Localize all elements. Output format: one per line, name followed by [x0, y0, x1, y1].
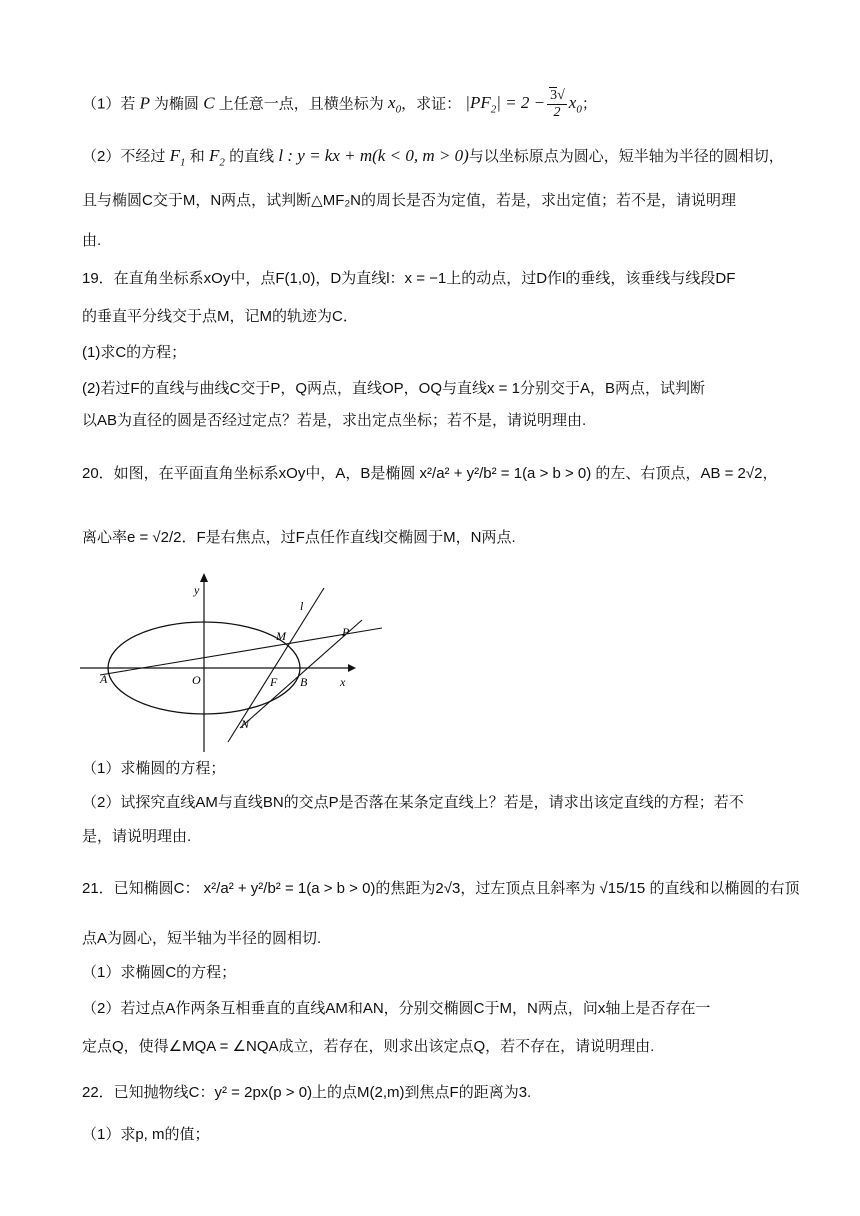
label-M: M: [276, 629, 286, 643]
q20-part2-line1: （2）试探究直线AM与直线BN的交点P是否落在某条定直线上？若是，请求出该定直线的方程；若不: [82, 794, 744, 811]
q21-part2-line1: （2）若过点A作两条互相垂直的直线AM和AN，分别交椭圆C于M，N两点，问x轴上是否存在一: [82, 1000, 711, 1017]
q19-line1: 19．在直角坐标系xOy中，点F(1,0)，D为直线l：x = −1上的动点，过D作l的垂线，该垂线与线段DF: [82, 270, 736, 287]
q22-line1: 22．已知抛物线C：y² = 2px(p > 0)上的点M(2,m)到焦点F的距离为3.: [82, 1084, 532, 1101]
q21-part1: （1）求椭圆C的方程；: [82, 964, 237, 981]
q18-part2-line3: 由.: [82, 232, 102, 249]
q18-part1-text-a: （1）若: [82, 95, 136, 113]
q18-part2-text-a: （2）不经过: [82, 148, 166, 165]
q18-part1-formula: $|PF_2| = 2$ −: [465, 93, 546, 116]
q18-part1: （1）若 P 为椭圆 C 上任意一点，且横坐标为 $x_0$，求证： $|PF_2| = 2$ − $\frac{3√}{2}$ $x_0$；: [82, 88, 597, 120]
q20-part2-line2: 是，请说明理由.: [82, 828, 192, 845]
q18-part1-text-c: 上任意一点，且横坐标为: [218, 95, 384, 113]
q20-line2: 离心率e = √2/2．F是右焦点，过F点任作直线l交椭圆于M，N两点.: [82, 529, 516, 546]
label-A: A: [100, 672, 108, 686]
q19-line4: (2)若过F的直线与曲线C交于P，Q两点，直线OP，OQ与直线x = 1分别交于A，B两点，试判断: [82, 380, 705, 397]
q21-line2: 点A为圆心，短半轴为半径的圆相切.: [82, 930, 322, 947]
y-axis-arrow: [200, 573, 208, 582]
label-y: y: [194, 583, 200, 597]
q19-line2: 的垂直平分线交于点M，记M的轨迹为C．: [82, 308, 358, 325]
q18-part2-text-d: 与以坐标原点为圆心，短半轴为半径的圆相切，: [468, 148, 784, 165]
q21-part2-line2: 定点Q，使得∠MQA = ∠NQA成立，若存在，则求出该定点Q，若不存在，请说明理由.: [82, 1038, 655, 1055]
q18-part2-line1: （2）不经过 $F_1$ 和 $F_2$ 的直线 l : y = kx + m(k < 0, m > 0)与以坐标原点为圆心，短半轴为半径的圆相切，: [82, 146, 784, 169]
q18-part2-text-b: 和: [189, 148, 205, 165]
label-P: P: [342, 625, 350, 639]
q19-line3: (1)求C的方程；: [82, 344, 187, 361]
q18-part1-text-b: 为椭圆: [153, 95, 199, 113]
q20-ellipse-figure: [78, 570, 398, 755]
q21-line1: 21．已知椭圆C： x²/a² + y²/b² = 1(a > b > 0)的焦距为2√3，过左顶点且斜率为 √15/15 的直线和以椭圆的右顶: [82, 880, 800, 897]
x-axis-arrow: [348, 664, 356, 672]
label-O: O: [192, 673, 201, 687]
q18-part2-text-c: 的直线: [229, 148, 275, 165]
label-x: x: [340, 675, 346, 689]
q18-part2-line2: 且与椭圆C交于M，N两点，试判断△MF₂N的周长是否为定值，若是，求出定值；若不是，请说明理: [82, 192, 737, 209]
label-N: N: [241, 717, 250, 731]
q20-line1: 20．如图，在平面直角坐标系xOy中，A，B是椭圆 x²/a² + y²/b² = 1(a > b > 0) 的左、右顶点，AB = 2√2，: [82, 465, 778, 482]
label-B: B: [300, 675, 308, 689]
label-F: F: [270, 675, 278, 689]
q18-fraction: $\frac{3√}{2}$: [547, 88, 567, 121]
q20-part1: （1）求椭圆的方程；: [82, 760, 226, 777]
q19-line5: 以AB为直径的圆是否经过定点？若是，求出定点坐标；若不是，请说明理由.: [82, 412, 587, 429]
q18-part1-text-d: ，求证：: [401, 95, 462, 113]
q22-part1: （1）求p, m的值；: [82, 1126, 210, 1143]
label-l: l: [300, 599, 304, 613]
